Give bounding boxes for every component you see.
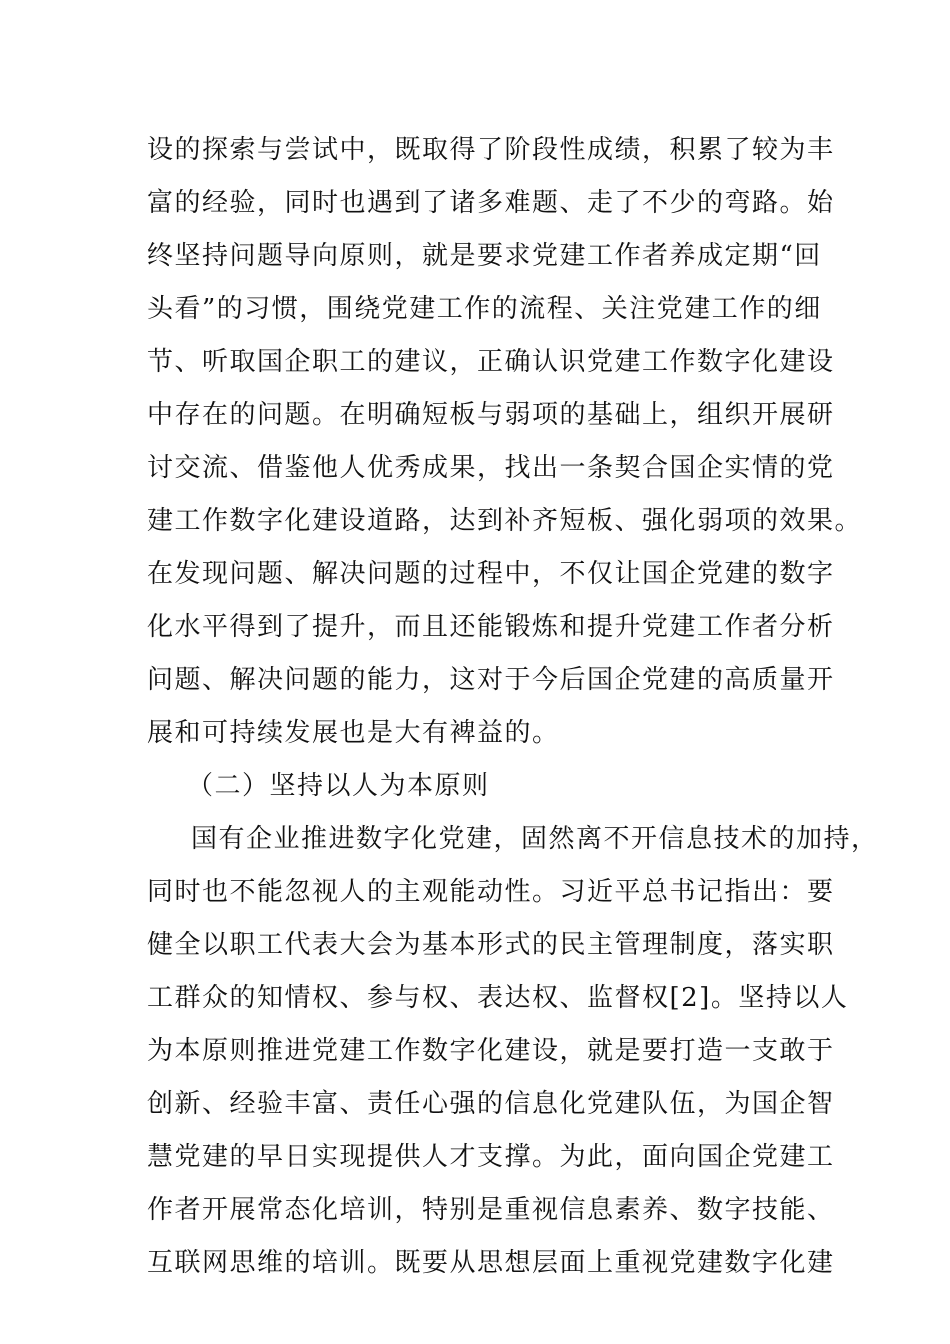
paragraph-2-line-1: 国有企业推进数字化党建，固然离不开信息技术的加持， (191, 824, 879, 854)
paragraph-2-line-2: 同时也不能忽视人的主观能动性。习近平总书记指出：要 (147, 877, 835, 907)
paragraph-2-line-5: 为本原则推进党建工作数字化建设，就是要打造一支敢于 (147, 1036, 835, 1066)
paragraph-2-line-8: 作者开展常态化培训，特别是重视信息素养、数字技能、 (147, 1195, 835, 1225)
paragraph-1-line-9: 在发现问题、解决问题的过程中，不仅让国企党建的数字 (147, 559, 835, 589)
paragraph-2-line-9: 互联网思维的培训。既要从思想层面上重视党建数字化建 (147, 1248, 835, 1278)
paragraph-1-line-3: 终坚持问题导向原则，就是要求党建工作者养成定期“回 (147, 241, 822, 271)
paragraph-1-line-1: 设的探索与尝试中，既取得了阶段性成绩，积累了较为丰 (147, 135, 835, 165)
paragraph-1-line-4: 头看”的习惯，围绕党建工作的流程、关注党建工作的细 (147, 294, 822, 324)
paragraph-2-line-3: 健全以职工代表大会为基本形式的民主管理制度，落实职 (147, 930, 835, 960)
paragraph-1-line-2: 富的经验，同时也遇到了诸多难题、走了不少的弯路。始 (147, 188, 835, 218)
paragraph-1-line-11: 问题、解决问题的能力，这对于今后国企党建的高质量开 (147, 665, 835, 695)
paragraph-1-line-7: 讨交流、借鉴他人优秀成果，找出一条契合国企实情的党 (147, 453, 835, 483)
paragraph-2-line-4: 工群众的知情权、参与权、表达权、监督权[2]。坚持以人 (147, 983, 849, 1013)
paragraph-1-line-12: 展和可持续发展也是大有裨益的。 (147, 718, 560, 748)
paragraph-1-line-6: 中存在的问题。在明确短板与弱项的基础上，组织开展研 (147, 400, 835, 430)
paragraph-1-line-8: 建工作数字化建设道路，达到补齐短板、强化弱项的效果。 (147, 506, 863, 536)
paragraph-1-line-10: 化水平得到了提升，而且还能锻炼和提升党建工作者分析 (147, 612, 835, 642)
paragraph-2-line-6: 创新、经验丰富、责任心强的信息化党建队伍，为国企智 (147, 1089, 835, 1119)
paragraph-2-line-7: 慧党建的早日实现提供人才支撑。为此，面向国企党建工 (147, 1142, 835, 1172)
section-heading: （二）坚持以人为本原则 (187, 771, 490, 801)
paragraph-1-line-5: 节、听取国企职工的建议，正确认识党建工作数字化建设 (147, 347, 835, 377)
